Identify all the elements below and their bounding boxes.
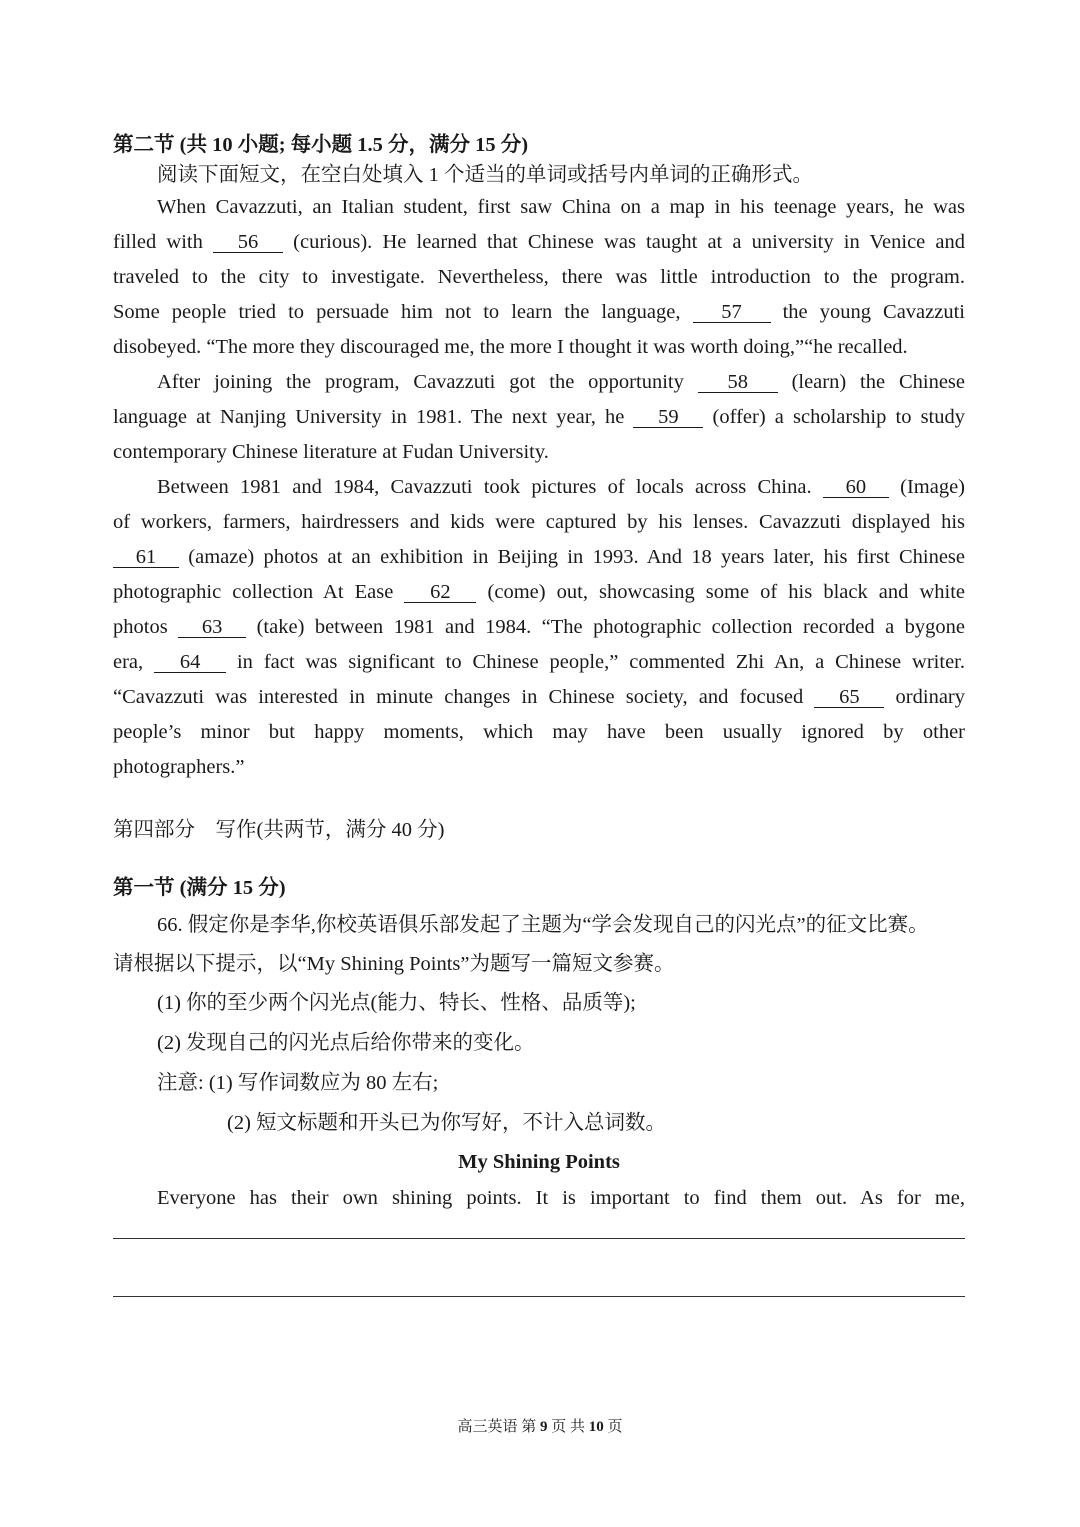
passage-text: filled with	[113, 231, 203, 253]
page-footer	[0, 1417, 1080, 1437]
blank-62[interactable]: 62	[404, 582, 476, 603]
essay-title: My Shining Points	[458, 1151, 620, 1173]
note-text: (2) 短文标题和开头已为你写好，不计入总词数。	[227, 1112, 667, 1134]
passage-line: photographers.”	[113, 756, 245, 778]
passage-line	[113, 225, 965, 260]
passage-line	[157, 365, 965, 400]
blank-56[interactable]: 56	[213, 232, 283, 253]
part-heading: 第四部分 写作(共两节，满分 40 分)	[113, 819, 445, 841]
passage-line	[113, 645, 965, 680]
passage-text: in fact was significant to Chinese people,” commented Zhi An, a Chinese writer.	[236, 651, 965, 673]
page-total: 10	[588, 1419, 604, 1435]
passage-line: disobeyed. “The more they discouraged me, the more I thought it was worth doing,”“he recalled.	[113, 336, 908, 358]
passage-text: After joining the program, Cavazzuti got the opportunity	[157, 371, 684, 393]
passage-text: photographic collection At Ease	[113, 581, 394, 603]
passage-text: language at Nanjing University in 1981. The next year, he	[113, 406, 625, 428]
passage-text: ordinary	[895, 686, 965, 708]
passage-text: (curious). He learned that Chinese was taught at a university in Venice and	[293, 231, 966, 253]
passage-line	[113, 680, 965, 715]
passage-text: (offer) a scholarship to study	[712, 406, 965, 428]
prompt-point: (2) 发现自己的闪光点后给你带来的变化。	[157, 1032, 535, 1054]
essay-opening: Everyone has their own shining points. It is important to find them out. As for me,	[157, 1187, 965, 1209]
prompt-point: (1) 你的至少两个闪光点(能力、特长、性格、品质等);	[157, 992, 636, 1014]
passage-line: people’s minor but happy moments, which may have been usually ignored by other	[113, 721, 965, 743]
passage-text: Some people tried to persuade him not to learn the language,	[113, 301, 681, 323]
passage-line	[113, 540, 965, 575]
passage-text: “Cavazzuti was interested in minute changes in Chinese society, and focused	[113, 686, 804, 708]
blank-61[interactable]: 61	[113, 547, 179, 568]
blank-60[interactable]: 60	[823, 477, 889, 498]
instruction-text: 阅读下面短文，在空白处填入 1 个适当的单词或括号内单词的正确形式。	[157, 164, 813, 186]
passage-line: When Cavazzuti, an Italian student, first saw China on a map in his teenage years, he was	[157, 196, 965, 218]
footer-mid: 页 共	[551, 1419, 585, 1435]
passage-line	[113, 400, 965, 435]
blank-58[interactable]: 58	[698, 372, 778, 393]
passage-line: traveled to the city to investigate. Nevertheless, there was little introduction to the program.	[113, 266, 965, 288]
question-text: 66. 假定你是李华,你校英语俱乐部发起了主题为“学会发现自己的闪光点”的征文比赛。	[157, 914, 929, 936]
passage-line	[157, 470, 965, 505]
passage-text: (come) out, showcasing some of his black and white	[487, 581, 966, 603]
passage-text: (take) between 1981 and 1984. “The photographic collection recorded a bygone	[256, 616, 966, 638]
passage-text: (learn) the Chinese	[791, 371, 965, 393]
passage-line: of workers, farmers, hairdressers and kids were captured by his lenses. Cavazzuti displayed his	[113, 511, 965, 533]
passage-text: Between 1981 and 1984, Cavazzuti took pictures of locals across China.	[157, 476, 812, 498]
passage-text: era,	[113, 651, 144, 673]
footer-prefix: 高三英语 第	[457, 1419, 537, 1435]
answer-line[interactable]	[113, 1238, 965, 1239]
passage-line	[113, 575, 965, 610]
question-text: 请根据以下提示，以“My Shining Points”为题写一篇短文参赛。	[113, 953, 675, 975]
blank-65[interactable]: 65	[814, 687, 884, 708]
section-heading: 第二节 (共 10 小题; 每小题 1.5 分，满分 15 分)	[113, 134, 529, 156]
footer-suffix: 页	[607, 1419, 623, 1435]
passage-text: photos	[113, 616, 168, 638]
passage-line	[113, 610, 965, 645]
blank-64[interactable]: 64	[154, 652, 226, 673]
passage-text: the young Cavazzuti	[782, 301, 965, 323]
passage-text: (amaze) photos at an exhibition in Beijing in 1993. And 18 years later, his first Chinese	[188, 546, 966, 568]
passage-line	[113, 295, 965, 330]
passage-text: (Image)	[900, 476, 965, 498]
answer-line[interactable]	[113, 1296, 965, 1297]
blank-57[interactable]: 57	[693, 302, 771, 323]
page-number: 9	[539, 1419, 548, 1435]
section-heading: 第一节 (满分 15 分)	[113, 877, 286, 899]
blank-59[interactable]: 59	[633, 407, 703, 428]
blank-63[interactable]: 63	[178, 617, 246, 638]
passage-line: contemporary Chinese literature at Fudan University.	[113, 441, 549, 463]
note-text: 注意: (1) 写作词数应为 80 左右;	[157, 1072, 439, 1094]
